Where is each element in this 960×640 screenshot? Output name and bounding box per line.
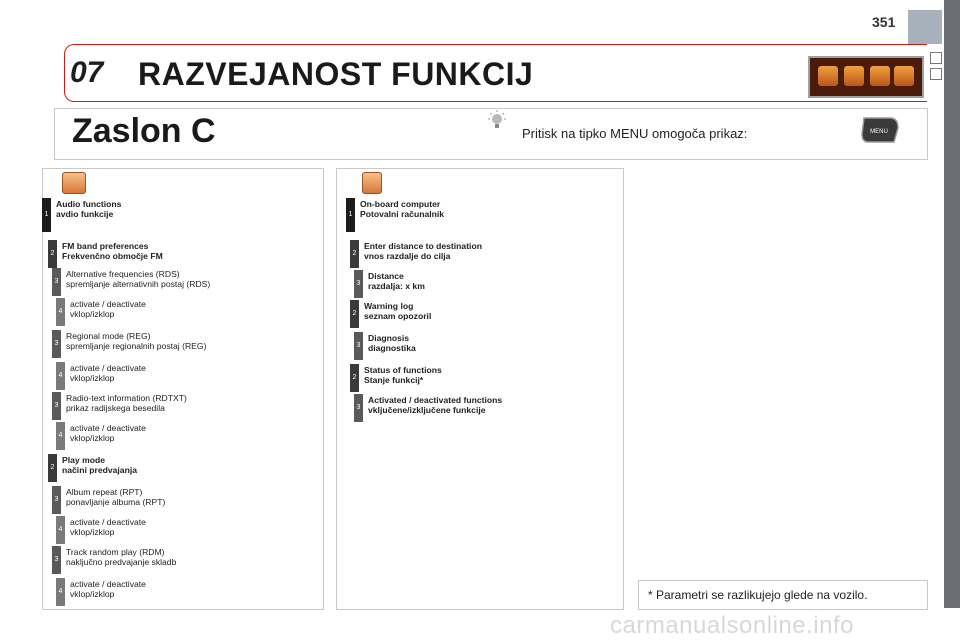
menu-entry xyxy=(350,364,442,392)
entry-translation: vklop/izklop xyxy=(70,589,115,599)
entry-label: Track random play (RDM) xyxy=(66,547,165,557)
entry-label: activate / deactivate xyxy=(70,363,146,373)
menu-entry xyxy=(56,422,146,450)
menu-entry xyxy=(42,198,121,232)
menu-entry-text xyxy=(56,198,121,219)
menu-entry-text xyxy=(66,330,206,351)
screen-title: Zaslon C xyxy=(72,112,216,150)
audio-icon xyxy=(818,66,838,86)
menu-entry xyxy=(52,486,165,514)
menu-instruction: Pritisk na tipko MENU omogoča prikaz: xyxy=(522,126,748,141)
menu-entry-text xyxy=(70,422,146,443)
entry-label: activate / deactivate xyxy=(70,299,146,309)
side-square-icon xyxy=(930,52,942,64)
level-marker: 4 xyxy=(56,362,65,390)
entry-label: Distance xyxy=(368,271,404,281)
entry-translation: naključno predvajanje skladb xyxy=(66,557,177,567)
level-marker: 3 xyxy=(354,332,363,360)
menu-entry-text xyxy=(66,268,210,289)
menu-entry-text xyxy=(70,362,146,383)
entry-label: activate / deactivate xyxy=(70,579,146,589)
level-marker: 2 xyxy=(350,240,359,268)
entry-translation: spremljanje regionalnih postaj (REG) xyxy=(66,341,207,351)
svg-text:MENU: MENU xyxy=(870,129,888,135)
lightbulb-icon xyxy=(486,110,508,132)
audio-functions-icon xyxy=(62,172,86,194)
level-marker: 3 xyxy=(52,392,61,420)
entry-translation: načini predvajanja xyxy=(62,465,137,475)
entry-translation: vklop/izklop xyxy=(70,527,115,537)
menu-entry-text xyxy=(66,392,187,413)
computer-icon xyxy=(844,66,864,86)
entry-translation: seznam opozoril xyxy=(364,311,432,321)
side-square-icon xyxy=(930,68,942,80)
entry-translation: Stanje funkcij* xyxy=(364,375,424,385)
entry-label: activate / deactivate xyxy=(70,423,146,433)
menu-entry-text xyxy=(70,578,146,599)
menu-entry xyxy=(346,198,444,232)
menu-entry-text xyxy=(360,198,444,219)
entry-translation: vklop/izklop xyxy=(70,433,115,443)
footnote-text: * Parametri se razlikujejo glede na vozilo. xyxy=(648,588,868,602)
menu-entry xyxy=(52,268,210,296)
level-marker: 2 xyxy=(350,300,359,328)
level-marker: 1 xyxy=(42,198,51,232)
menu-entry-text xyxy=(364,240,482,261)
menu-entry xyxy=(56,298,146,326)
side-bar xyxy=(944,0,960,608)
entry-translation: vklop/izklop xyxy=(70,309,115,319)
onboard-computer-icon xyxy=(362,172,382,194)
entry-translation: vnos razdalje do cilja xyxy=(364,251,451,261)
entry-label: activate / deactivate xyxy=(70,517,146,527)
entry-translation: avdio funkcije xyxy=(56,209,114,219)
side-tab-box xyxy=(908,10,942,44)
menu-entry xyxy=(350,300,431,328)
menu-entry xyxy=(350,240,482,268)
entry-label: Diagnosis xyxy=(368,333,410,343)
level-marker: 2 xyxy=(48,240,57,268)
menu-entry xyxy=(56,362,146,390)
menu-entry xyxy=(354,332,416,360)
menu-entry-text xyxy=(364,364,442,385)
level-marker: 1 xyxy=(346,198,355,232)
level-marker: 2 xyxy=(48,454,57,482)
level-marker: 4 xyxy=(56,422,65,450)
menu-entry xyxy=(354,394,502,422)
menu-entry-text xyxy=(70,516,146,537)
level-marker: 3 xyxy=(354,394,363,422)
menu-entry xyxy=(56,516,146,544)
menu-entry xyxy=(52,546,176,574)
entry-translation: Frekvenčno območje FM xyxy=(62,251,163,261)
entry-translation: vključene/izključene funkcije xyxy=(368,405,486,415)
entry-label: Activated / deactivated functions xyxy=(368,395,503,405)
entry-translation: vklop/izklop xyxy=(70,373,115,383)
entry-label: Status of functions xyxy=(364,365,442,375)
level-marker: 2 xyxy=(350,364,359,392)
level-marker: 3 xyxy=(354,270,363,298)
fuel-icon xyxy=(894,66,914,86)
settings-icon xyxy=(870,66,890,86)
entry-translation: prikaz radijskega besedila xyxy=(66,403,165,413)
watermark: carmanualsonline.info xyxy=(610,612,854,639)
menu-entry-text xyxy=(368,394,502,415)
entry-label: Album repeat (RPT) xyxy=(66,487,143,497)
menu-key-icon xyxy=(860,116,900,144)
page-number: 351 xyxy=(872,14,896,30)
menu-entry-text xyxy=(368,332,416,353)
menu-icons-strip xyxy=(808,56,924,98)
menu-entry xyxy=(354,270,425,298)
menu-entry-text xyxy=(62,454,137,475)
menu-entry-text xyxy=(66,486,165,507)
entry-translation: diagnostika xyxy=(368,343,416,353)
entry-label: Regional mode (REG) xyxy=(66,331,151,341)
menu-entry xyxy=(48,454,137,482)
entry-label: Alternative frequencies (RDS) xyxy=(66,269,180,279)
entry-label: Enter distance to destination xyxy=(364,241,482,251)
level-marker: 3 xyxy=(52,486,61,514)
menu-entry-text xyxy=(70,298,146,319)
chapter-number: 07 xyxy=(70,56,104,89)
menu-entry xyxy=(52,392,187,420)
menu-entry-text xyxy=(364,300,431,321)
entry-label: Audio functions xyxy=(56,199,122,209)
menu-entry xyxy=(48,240,163,268)
entry-label: Warning log xyxy=(364,301,414,311)
entry-translation: Potovalni računalnik xyxy=(360,209,445,219)
entry-translation: razdalja: x km xyxy=(368,281,425,291)
entry-translation: spremljanje alternativnih postaj (RDS) xyxy=(66,279,211,289)
entry-label: Radio-text information (RDTXT) xyxy=(66,393,187,403)
level-marker: 3 xyxy=(52,546,61,574)
level-marker: 4 xyxy=(56,578,65,606)
level-marker: 3 xyxy=(52,268,61,296)
level-marker: 4 xyxy=(56,516,65,544)
entry-label: FM band preferences xyxy=(62,241,149,251)
chapter-title: RAZVEJANOST FUNKCIJ xyxy=(138,56,534,92)
level-marker: 4 xyxy=(56,298,65,326)
level-marker: 3 xyxy=(52,330,61,358)
menu-entry xyxy=(52,330,206,358)
menu-entry-text xyxy=(368,270,425,291)
menu-entry xyxy=(56,578,146,606)
entry-label: On-board computer xyxy=(360,199,441,209)
entry-translation: ponavljanje albuma (RPT) xyxy=(66,497,166,507)
menu-entry-text xyxy=(62,240,163,261)
menu-entry-text xyxy=(66,546,176,567)
entry-label: Play mode xyxy=(62,455,105,465)
